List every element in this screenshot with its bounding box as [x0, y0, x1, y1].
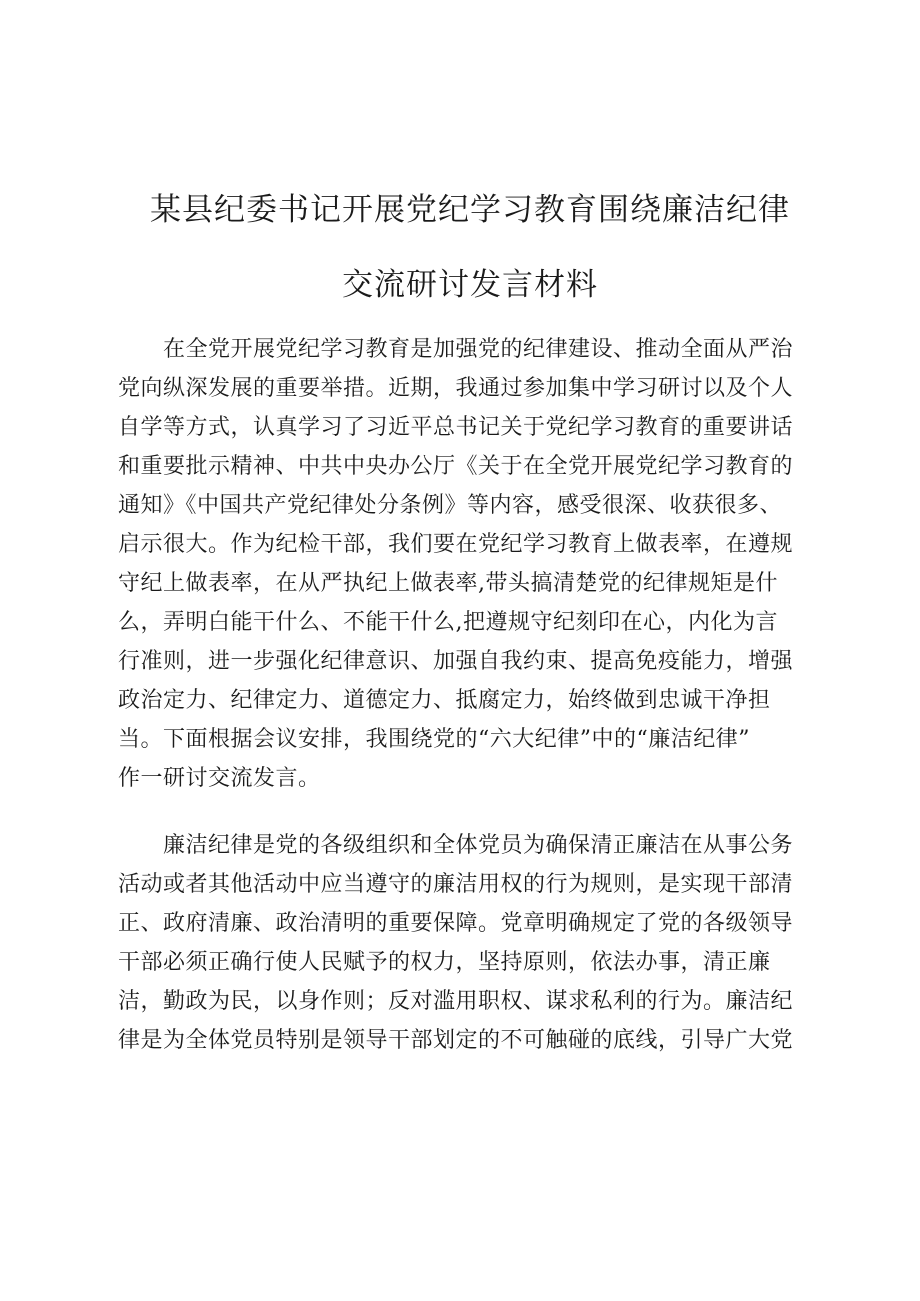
paragraph-1-line: 通知》《中国共产党纪律处分条例》等内容，感受很深、收获很多、: [118, 493, 783, 518]
paragraph-2-line: 干部必须正确行使人民赋予的权力，坚持原则，依法办事，清正廉: [118, 950, 771, 975]
paragraph-1-line: 在全党开展党纪学习教育是加强党的纪律建设、推动全面从严治: [118, 337, 794, 362]
paragraph-1-line: 作一研讨交流发言。: [118, 766, 321, 791]
paragraph-1-line: 守纪上做表率，在从严执纪上做表率,带头搞清楚党的纪律规矩是什: [118, 571, 778, 596]
paragraph-2-line: 活动或者其他活动中应当遵守的廉洁用权的行为规则，是实现干部清: [118, 872, 794, 897]
document-title-line-1: 某县纪委书记开展党纪学习教育围绕廉洁纪律: [150, 192, 790, 228]
paragraph-1-line: 党向纵深发展的重要举措。近期，我通过参加集中学习研讨以及个人: [118, 376, 794, 401]
paragraph-2-line: 正、政府清廉、政治清明的重要保障。党章明确规定了党的各级领导: [118, 911, 794, 936]
paragraph-1-line: 和重要批示精神、中共中央办公厅《关于在全党开展党纪学习教育的: [118, 454, 794, 479]
paragraph-1-line: 么，弄明白能干什么、不能干什么,把遵规守纪刻印在心，内化为言: [118, 610, 778, 635]
paragraph-1-line: 启示很大。作为纪检干部，我们要在党纪学习教育上做表率，在遵规: [118, 532, 794, 557]
paragraph-2-line: 律是为全体党员特别是领导干部划定的不可触碰的底线，引导广大党: [118, 1028, 794, 1053]
paragraph-1-line: 当。下面根据会议安排，我围绕党的“六大纪律”中的“廉洁纪律”: [118, 727, 750, 752]
paragraph-1-line: 自学等方式，认真学习了习近平总书记关于党纪学习教育的重要讲话: [118, 415, 794, 440]
document-title-line-2: 交流研讨发言材料: [342, 267, 598, 303]
paragraph-2-line: 廉洁纪律是党的各级组织和全体党员为确保清正廉洁在从事公务: [118, 833, 794, 858]
paragraph-1-line: 政治定力、纪律定力、道德定力、抵腐定力，始终做到忠诚干净担: [118, 688, 771, 713]
paragraph-2-line: 洁，勤政为民，以身作则；反对滥用职权、谋求私利的行为。廉洁纪: [118, 989, 794, 1014]
paragraph-1-line: 行准则，进一步强化纪律意识、加强自我约束、提高免疫能力，增强: [118, 649, 794, 674]
